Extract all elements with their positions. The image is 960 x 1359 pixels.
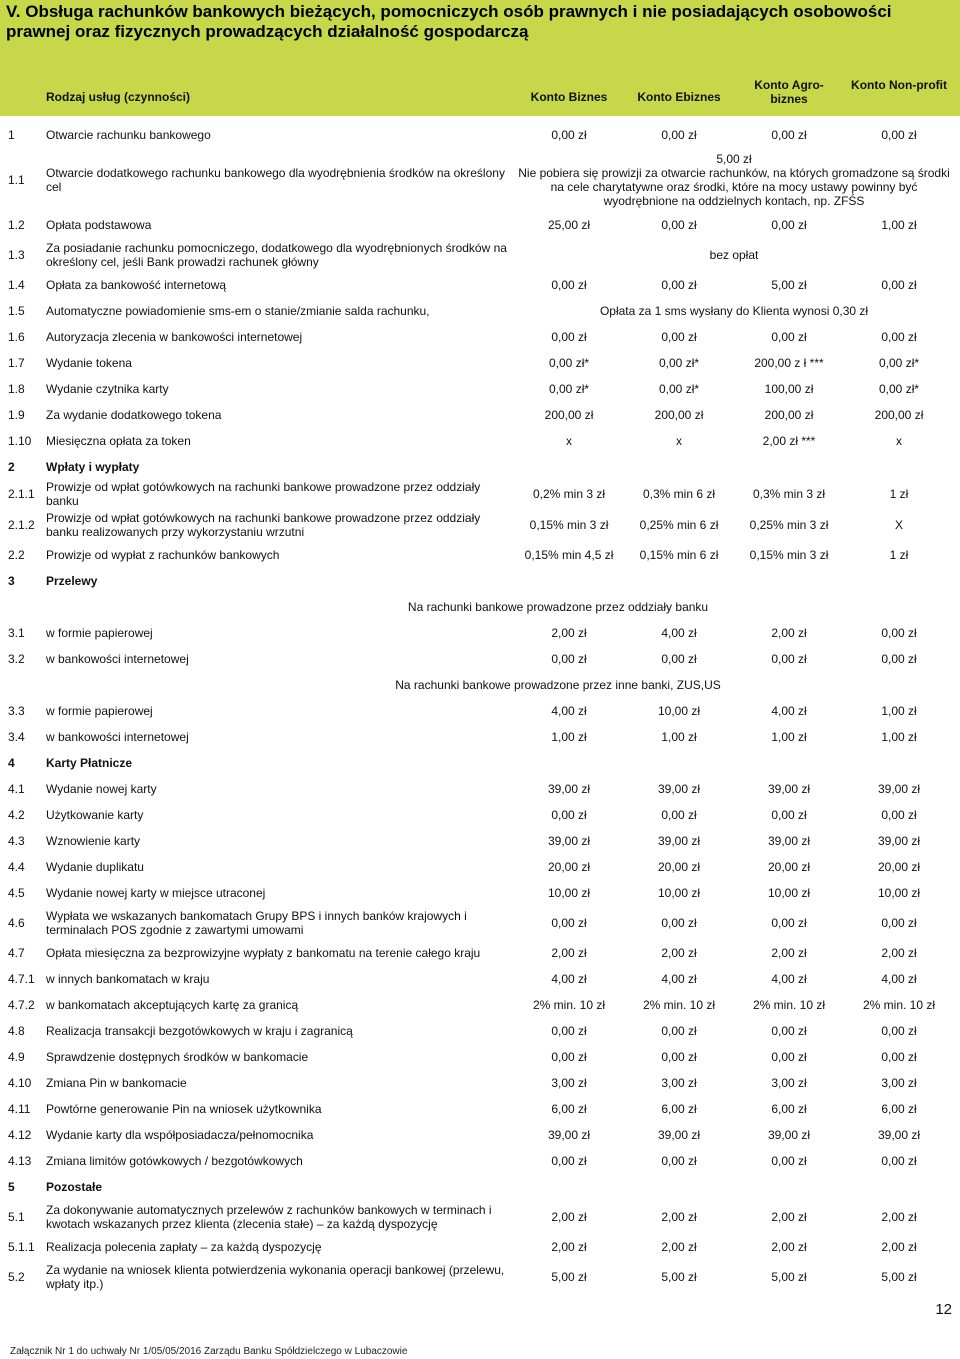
merged-fee-cell: bez opłat: [709, 248, 759, 262]
fee-cell: 39,00 zł: [658, 834, 701, 848]
fee-cell: 2,00 zł: [771, 1240, 807, 1254]
table-row: [6, 1174, 954, 1200]
row-number: 5: [8, 1180, 15, 1194]
row-description: Za dokonywanie automatycznych przelewów z rachunków bankowych w terminach i kwotach wskazanych przez klienta (zlecenia stałe) – za każdą dyspozycję: [46, 1203, 492, 1231]
row-description: Użytkowanie karty: [46, 808, 144, 822]
row-number: [6, 594, 44, 620]
fee-cell: 0,00 zł: [551, 916, 587, 930]
table-row: [6, 1148, 954, 1174]
fee-cell: 0,00 zł: [661, 218, 697, 232]
fee-cell: 2% min. 10 zł: [643, 998, 716, 1012]
fee-cell: 5,00 zł: [661, 1270, 697, 1284]
row-description: Karty Płatnicze: [46, 756, 133, 770]
subsection-label: Na rachunki bankowe prowadzone przez inne banki, ZUS,US: [395, 678, 721, 692]
table-row: [6, 454, 954, 480]
empty-cell: [514, 454, 624, 480]
empty-cell: [624, 568, 734, 594]
fee-cell: 3,00 zł: [661, 1076, 697, 1090]
fee-cell: 0,00 zł: [661, 916, 697, 930]
fee-cell: 2,00 zł: [551, 946, 587, 960]
row-number: [6, 672, 44, 698]
row-number: 1.2: [8, 218, 25, 232]
fee-cell: 5,00 zł: [551, 1270, 587, 1284]
fee-cell: 4,00 zł: [771, 704, 807, 718]
row-number: 2.2: [8, 548, 25, 562]
row-number: 3.2: [8, 652, 25, 666]
table-row: [6, 480, 954, 508]
fee-cell: 0,00 zł: [771, 330, 807, 344]
row-description: Zmiana limitów gotówkowych / bezgotówkowych: [46, 1154, 303, 1168]
fee-cell: 100,00 zł: [764, 382, 814, 396]
fee-cell: 0,00 zł: [771, 1050, 807, 1064]
row-description: Prowizje od wypłat z rachunków bankowych: [46, 548, 280, 562]
row-description: Wpłaty i wypłaty: [46, 460, 140, 474]
row-number: 1.4: [8, 278, 25, 292]
table-row: [6, 940, 954, 966]
fee-cell: 0,00 zł: [771, 1154, 807, 1168]
fee-cell: 2,00 zł: [551, 1210, 587, 1224]
row-number: 4.13: [8, 1154, 32, 1168]
subsection-label: Na rachunki bankowe prowadzone przez oddziały banku: [407, 600, 709, 614]
fee-cell: 10,00 zł: [878, 886, 921, 900]
row-description: Za wydanie na wniosek klienta potwierdzenia wykonania operacji bankowej (przelewu, wpłaty itp.): [46, 1263, 505, 1291]
fee-cell: 10,00 zł: [548, 886, 591, 900]
row-description: w formie papierowej: [46, 704, 153, 718]
fee-cell: 2,00 zł ***: [762, 434, 816, 448]
header-konto-biznes: Konto Biznes: [530, 90, 608, 104]
row-description: Wydanie tokena: [46, 356, 132, 370]
fee-cell: 3,00 zł: [881, 1076, 917, 1090]
row-description: Pozostałe: [46, 1180, 103, 1194]
fee-cell: 0,15% min 3 zł: [529, 518, 609, 532]
table-row: [6, 376, 954, 402]
fee-cell: 39,00 zł: [878, 1128, 921, 1142]
row-number: 4.4: [8, 860, 25, 874]
fee-cell: 0,25% min 6 zł: [639, 518, 719, 532]
fee-cell: 0,00 zł*: [549, 382, 590, 396]
fee-cell: 1,00 zł: [551, 730, 587, 744]
table-row: [6, 1018, 954, 1044]
fee-cell: 200,00 zł: [544, 408, 594, 422]
fee-cell: 0,00 zł: [661, 1050, 697, 1064]
fee-cell: 6,00 zł: [551, 1102, 587, 1116]
row-number: 4: [8, 756, 15, 770]
fee-cell: 0,00 zł: [881, 128, 917, 142]
fee-cell: 200,00 zł: [764, 408, 814, 422]
fee-cell: 25,00 zł: [548, 218, 591, 232]
table-row: [6, 906, 954, 940]
row-number: 1.9: [8, 408, 25, 422]
fee-cell: 0,00 zł: [551, 808, 587, 822]
row-number: 1.1: [8, 173, 25, 187]
fee-cell: 39,00 zł: [768, 834, 811, 848]
fee-cell: 0,00 zł: [551, 1050, 587, 1064]
fee-cell: 0,00 zł: [551, 330, 587, 344]
fee-cell: 0,00 zł: [551, 278, 587, 292]
row-description: Sprawdzenie dostępnych środków w bankomacie: [46, 1050, 309, 1064]
page-title: V. Obsługa rachunków bankowych bieżących, pomocniczych osób prawnych i nie posiadających osobowości prawnej oraz fizycznych prowadzących działalność gospodarczą: [6, 2, 892, 41]
row-number: 4.5: [8, 886, 25, 900]
row-description: Opłata miesięczna za bezprowizyjne wypłaty z bankomatu na terenie całego kraju: [46, 946, 481, 960]
table-row: [6, 776, 954, 802]
fee-table: [6, 72, 954, 1294]
fee-cell: 1 zł: [889, 487, 909, 501]
fee-cell: 39,00 zł: [658, 1128, 701, 1142]
row-description: Automatyczne powiadomienie sms-em o stanie/zmianie salda rachunku,: [46, 304, 430, 318]
row-description: Autoryzacja zlecenia w bankowości internetowej: [46, 330, 303, 344]
merged-fee-cell: 5,00 zł Nie pobiera się prowizji za otwarcie rachunków, na których gromadzone są środki na cele charytatywne oraz środki, które na mocy ustawy powinny być wyodrębnione na oddzielnych kontach, np. ZFŚS: [518, 152, 950, 208]
fee-cell: 20,00 zł: [548, 860, 591, 874]
fee-cell: 10,00 zł: [768, 886, 811, 900]
row-description: Za posiadanie rachunku pomocniczego, dodatkowego dla wyodrębnionych środków na określony cel, jeśli Bank prowadzi rachunek główny: [46, 241, 507, 269]
fee-cell: 0,00 zł*: [879, 382, 920, 396]
fee-cell: 4,00 zł: [881, 972, 917, 986]
row-number: 4.9: [8, 1050, 25, 1064]
table-row: [6, 402, 954, 428]
fee-cell: 0,00 zł: [771, 128, 807, 142]
fee-cell: 2,00 zł: [551, 1240, 587, 1254]
table-row: [6, 828, 954, 854]
fee-cell: 2,00 zł: [661, 1210, 697, 1224]
fee-cell: 0,00 zł: [771, 808, 807, 822]
row-description: Opłata za bankowość internetową: [46, 278, 227, 292]
fee-cell: 2,00 zł: [661, 946, 697, 960]
row-description: Wydanie duplikatu: [46, 860, 144, 874]
empty-cell: [734, 454, 844, 480]
empty-cell: [624, 454, 734, 480]
row-description: Przelewy: [46, 574, 98, 588]
fee-cell: 4,00 zł: [551, 704, 587, 718]
row-number: 4.10: [8, 1076, 32, 1090]
fee-cell: X: [895, 518, 904, 532]
fee-cell: 0,00 zł: [881, 330, 917, 344]
table-row: [6, 272, 954, 298]
fee-cell: 0,15% min 4,5 zł: [524, 548, 614, 562]
table-row: [6, 428, 954, 454]
fee-cell: 39,00 zł: [768, 782, 811, 796]
fee-cell: 0,00 zł: [771, 916, 807, 930]
row-number: 1.10: [8, 434, 32, 448]
fee-cell: 6,00 zł: [881, 1102, 917, 1116]
fee-cell: 2,00 zł: [881, 1240, 917, 1254]
fee-cell: 200,00 zł: [654, 408, 704, 422]
fee-cell: 5,00 zł: [881, 1270, 917, 1284]
row-description: Wydanie karty dla współposiadacza/pełnomocnika: [46, 1128, 314, 1142]
fee-cell: x: [566, 434, 573, 448]
fee-cell: 1,00 zł: [881, 704, 917, 718]
row-number: 4.3: [8, 834, 25, 848]
table-row: [6, 238, 954, 272]
fee-cell: 39,00 zł: [878, 834, 921, 848]
fee-cell: 0,00 zł: [661, 1024, 697, 1038]
fee-cell: 0,00 zł: [881, 626, 917, 640]
fee-cell: 20,00 zł: [658, 860, 701, 874]
fee-cell: 39,00 zł: [548, 834, 591, 848]
table-row: [6, 1234, 954, 1260]
header-konto-agrobiznes: Konto Agro-biznes: [754, 78, 824, 106]
row-description: Opłata podstawowa: [46, 218, 152, 232]
table-row: [6, 854, 954, 880]
row-number: 2.1.1: [8, 487, 35, 501]
row-number: 4.8: [8, 1024, 25, 1038]
fee-cell: 0,00 zł: [881, 916, 917, 930]
row-description: w bankowości internetowej: [46, 652, 189, 666]
fee-cell: 0,00 zł: [881, 278, 917, 292]
fee-cell: 0,00 zł: [881, 808, 917, 822]
fee-cell: 1 zł: [889, 548, 909, 562]
row-number: 4.6: [8, 916, 25, 930]
row-number: 2.1.2: [8, 518, 35, 532]
fee-cell: 0,00 zł: [881, 652, 917, 666]
row-description: Wydanie czytnika karty: [46, 382, 169, 396]
fee-cell: 0,00 zł: [881, 1050, 917, 1064]
empty-cell: [844, 568, 954, 594]
fee-cell: 2,00 zł: [771, 946, 807, 960]
row-number: 4.7: [8, 946, 25, 960]
row-number: 5.1.1: [8, 1240, 35, 1254]
header-konto-nonprofit: Konto Non-profit: [851, 78, 947, 92]
fee-cell: 2,00 zł: [771, 1210, 807, 1224]
fee-cell: 0,00 zł: [661, 330, 697, 344]
empty-cell: [844, 454, 954, 480]
fee-cell: 4,00 zł: [661, 972, 697, 986]
fee-cell: 0,2% min 3 zł: [533, 487, 606, 501]
row-number: 3: [8, 574, 15, 588]
row-number: 1.7: [8, 356, 25, 370]
footer-note: Załącznik Nr 1 do uchwały Nr 1/05/05/2016 Zarządu Banku Spółdzielczego w Lubaczowie: [10, 1346, 408, 1357]
fee-cell: 0,00 zł*: [659, 356, 700, 370]
fee-cell: 4,00 zł: [551, 972, 587, 986]
row-description: Otwarcie rachunku bankowego: [46, 128, 211, 142]
empty-cell: [844, 750, 954, 776]
fee-cell: 0,00 zł: [881, 1024, 917, 1038]
fee-cell: 1,00 zł: [771, 730, 807, 744]
empty-cell: [514, 568, 624, 594]
table-row: [6, 1044, 954, 1070]
empty-cell: [734, 568, 844, 594]
fee-cell: 0,00 zł: [881, 1154, 917, 1168]
fee-cell: 0,00 zł*: [659, 382, 700, 396]
row-number: 4.2: [8, 808, 25, 822]
header-service: Rodzaj usług (czynności): [46, 90, 191, 104]
row-description: Wydanie nowej karty: [46, 782, 157, 796]
fee-cell: 39,00 zł: [768, 1128, 811, 1142]
fee-cell: 0,00 zł: [771, 652, 807, 666]
fee-cell: 0,00 zł: [661, 652, 697, 666]
table-row: [6, 724, 954, 750]
row-number: 1.3: [8, 248, 25, 262]
row-description: Powtórne generowanie Pin na wniosek użytkownika: [46, 1102, 322, 1116]
table-row: [6, 698, 954, 724]
row-description: Wypłata we wskazanych bankomatach Grupy BPS i innych banków krajowych i terminalach POS zgodnie z zawartymi umowami: [46, 909, 467, 937]
fee-cell: 2,00 zł: [771, 626, 807, 640]
row-description: Realizacja transakcji bezgotówkowych w kraju i zagranicą: [46, 1024, 353, 1038]
empty-cell: [514, 1174, 624, 1200]
row-number: 1: [8, 128, 15, 142]
fee-cell: 0,00 zł: [661, 808, 697, 822]
fee-cell: 39,00 zł: [548, 1128, 591, 1142]
fee-cell: 0,00 zł: [771, 218, 807, 232]
table-row: [6, 1122, 954, 1148]
table-row: [6, 350, 954, 376]
fee-cell: 20,00 zł: [878, 860, 921, 874]
table-row: [6, 148, 954, 212]
fee-cell: 6,00 zł: [771, 1102, 807, 1116]
table-row: [6, 324, 954, 350]
table-row: [6, 1070, 954, 1096]
fee-cell: 0,00 zł: [551, 1024, 587, 1038]
fee-cell: 39,00 zł: [878, 782, 921, 796]
fee-cell: 0,00 zł: [661, 278, 697, 292]
row-number: 1.6: [8, 330, 25, 344]
fee-cell: 10,00 zł: [658, 886, 701, 900]
fee-cell: 0,00 zł*: [879, 356, 920, 370]
fee-cell: 1,00 zł: [661, 730, 697, 744]
fee-cell: 0,3% min 6 zł: [643, 487, 716, 501]
fee-cell: 2% min. 10 zł: [753, 998, 826, 1012]
fee-cell: 6,00 zł: [661, 1102, 697, 1116]
row-number: 1.8: [8, 382, 25, 396]
fee-cell: 200,00 zł: [874, 408, 924, 422]
fee-cell: 2,00 zł: [661, 1240, 697, 1254]
row-description: w bankomatach akceptujących kartę za granicą: [46, 998, 299, 1012]
row-number: 3.3: [8, 704, 25, 718]
header-konto-ebiznes: Konto Ebiznes: [637, 90, 721, 104]
row-description: Otwarcie dodatkowego rachunku bankowego dla wyodrębnienia środków na określony cel: [46, 166, 505, 194]
table-row: [6, 298, 954, 324]
fee-cell: 20,00 zł: [768, 860, 811, 874]
fee-cell: 0,00 zł: [551, 652, 587, 666]
table-header-row: [6, 72, 954, 122]
fee-cell: 1,00 zł: [881, 218, 917, 232]
empty-cell: [624, 750, 734, 776]
table-row: [6, 750, 954, 776]
table-row: [6, 542, 954, 568]
fee-cell: 39,00 zł: [658, 782, 701, 796]
table-row: [6, 802, 954, 828]
table-row: [6, 122, 954, 148]
row-description: Miesięczna opłata za token: [46, 434, 191, 448]
row-number: 4.7.1: [8, 972, 35, 986]
fee-cell: 2% min. 10 zł: [533, 998, 606, 1012]
fee-cell: 0,25% min 3 zł: [749, 518, 829, 532]
row-number: 3.1: [8, 626, 25, 640]
fee-cell: 0,00 zł: [551, 128, 587, 142]
fee-cell: 2,00 zł: [551, 626, 587, 640]
row-number: 4.1: [8, 782, 25, 796]
fee-cell: 0,15% min 6 zł: [639, 548, 719, 562]
row-number: 4.11: [8, 1102, 31, 1116]
table-row: [6, 1260, 954, 1294]
table-row: [6, 508, 954, 542]
row-number: 2: [8, 460, 15, 474]
table-row: [6, 992, 954, 1018]
table-row: [6, 212, 954, 238]
fee-cell: 3,00 zł: [771, 1076, 807, 1090]
empty-cell: [844, 1174, 954, 1200]
row-number: 5.1: [8, 1210, 25, 1224]
table-row: [6, 594, 954, 620]
row-number: 4.7.2: [8, 998, 35, 1012]
row-description: Wydanie nowej karty w miejsce utraconej: [46, 886, 266, 900]
row-number: 5.2: [8, 1270, 25, 1284]
table-row: [6, 620, 954, 646]
row-description: Prowizje od wpłat gotówkowych na rachunki bankowe prowadzone przez oddziały banku: [46, 480, 481, 508]
table-row: [6, 880, 954, 906]
row-number: 4.12: [8, 1128, 32, 1142]
fee-cell: 5,00 zł: [771, 278, 807, 292]
row-number: 1.5: [8, 304, 25, 318]
row-description: Zmiana Pin w bankomacie: [46, 1076, 187, 1090]
row-description: w innych bankomatach w kraju: [46, 972, 210, 986]
empty-cell: [624, 1174, 734, 1200]
fee-cell: 200,00 z ł ***: [754, 356, 824, 370]
fee-cell: 0,00 zł: [661, 128, 697, 142]
fee-cell: 0,00 zł: [771, 1024, 807, 1038]
fee-cell: 1,00 zł: [881, 730, 917, 744]
fee-cell: 0,00 zł: [551, 1154, 587, 1168]
fee-cell: 3,00 zł: [551, 1076, 587, 1090]
row-description: Wznowienie karty: [46, 834, 141, 848]
row-number: 3.4: [8, 730, 25, 744]
table-row: [6, 966, 954, 992]
fee-cell: 4,00 zł: [661, 626, 697, 640]
page-number: 12: [935, 1301, 952, 1318]
fee-cell: 39,00 zł: [548, 782, 591, 796]
empty-cell: [734, 1174, 844, 1200]
row-description: w formie papierowej: [46, 626, 153, 640]
table-row: [6, 1096, 954, 1122]
row-description: Za wydanie dodatkowego tokena: [46, 408, 222, 422]
empty-cell: [514, 750, 624, 776]
table-row: [6, 568, 954, 594]
row-description: Prowizje od wpłat gotówkowych na rachunki bankowe prowadzone przez oddziały banku realizowanych przy wykorzystaniu wrzutni: [46, 511, 481, 539]
fee-cell: 2,00 zł: [881, 946, 917, 960]
fee-cell: x: [896, 434, 903, 448]
table-row: [6, 1200, 954, 1234]
fee-cell: 0,00 zł: [661, 1154, 697, 1168]
fee-cell: 0,3% min 3 zł: [753, 487, 826, 501]
fee-cell: 10,00 zł: [658, 704, 701, 718]
table-row: [6, 646, 954, 672]
row-description: w bankowości internetowej: [46, 730, 189, 744]
merged-fee-cell: Opłata za 1 sms wysłany do Klienta wynosi 0,30 zł: [599, 304, 869, 318]
fee-cell: 0,00 zł*: [549, 356, 590, 370]
fee-cell: 2,00 zł: [881, 1210, 917, 1224]
fee-cell: 2% min. 10 zł: [863, 998, 936, 1012]
fee-cell: x: [676, 434, 683, 448]
empty-cell: [734, 750, 844, 776]
row-description: Realizacja polecenia zapłaty – za każdą dyspozycję: [46, 1240, 322, 1254]
fee-cell: 4,00 zł: [771, 972, 807, 986]
fee-cell: 5,00 zł: [771, 1270, 807, 1284]
table-row: [6, 672, 954, 698]
fee-cell: 0,15% min 3 zł: [749, 548, 829, 562]
